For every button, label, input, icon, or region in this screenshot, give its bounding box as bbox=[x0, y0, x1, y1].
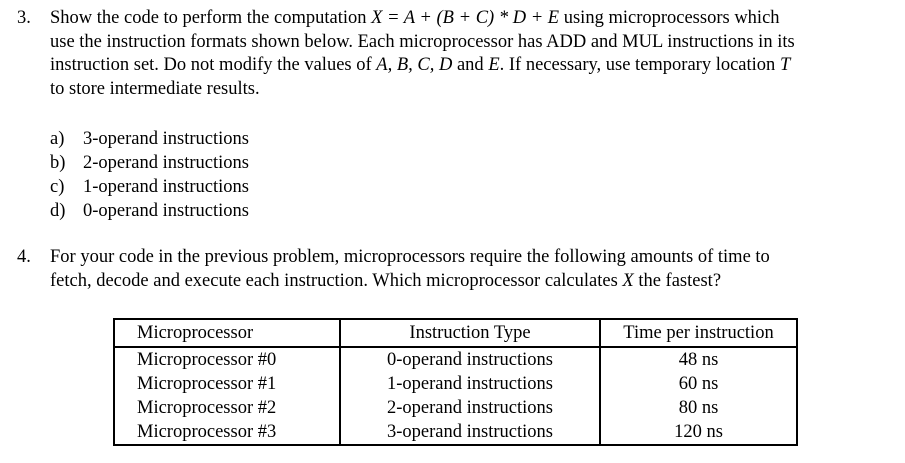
statement-text: Show the code to perform the computation bbox=[50, 8, 372, 28]
problem-number: 3. bbox=[17, 8, 31, 28]
problem-statement bbox=[50, 7, 900, 101]
cell-time: 48 ns bbox=[600, 347, 797, 372]
subpart-item bbox=[50, 151, 249, 175]
statement-text: the fastest? bbox=[633, 270, 722, 291]
statement-line-3 bbox=[50, 54, 900, 78]
variable-x: X bbox=[622, 270, 634, 291]
expression: X = A + (B + C) * D + E bbox=[371, 8, 560, 28]
statement-line-1 bbox=[50, 7, 900, 31]
statement-line-4: to store intermediate results. bbox=[50, 78, 260, 99]
statement-text: . If necessary, use temporary location bbox=[499, 55, 780, 75]
cell-microprocessor: Microprocessor #1 bbox=[114, 372, 340, 396]
subpart-text: 2-operand instructions bbox=[83, 153, 249, 173]
subpart-text: 3-operand instructions bbox=[83, 129, 249, 149]
variable-list: A, B, C, D bbox=[376, 55, 453, 75]
header-instruction-type: Instruction Type bbox=[340, 319, 600, 347]
statement-line-2: use the instruction formats shown below. Each microprocessor has ADD and MUL instructions in its bbox=[50, 31, 795, 52]
subpart-item bbox=[50, 199, 249, 223]
statement-text: and bbox=[452, 55, 489, 75]
subpart-letter: a) bbox=[50, 129, 65, 149]
subpart-letter: b) bbox=[50, 153, 66, 173]
table-row bbox=[114, 396, 797, 420]
statement-text: instruction set. Do not modify the values of bbox=[50, 55, 377, 75]
header-row bbox=[114, 319, 797, 347]
statement-text: fetch, decode and execute each instruction. Which microprocessor calculates bbox=[50, 270, 623, 291]
subpart-list bbox=[50, 127, 249, 223]
variable-t: T bbox=[779, 55, 791, 75]
header-microprocessor: Microprocessor bbox=[114, 319, 340, 347]
cell-microprocessor: Microprocessor #3 bbox=[114, 420, 340, 445]
statement-line-1: For your code in the previous problem, microprocessors require the following amounts of time to bbox=[50, 247, 770, 267]
statement-line-2 bbox=[50, 270, 900, 294]
problem-number: 4. bbox=[17, 247, 31, 267]
cell-microprocessor: Microprocessor #0 bbox=[114, 347, 340, 372]
timing-table bbox=[113, 318, 798, 446]
cell-time: 80 ns bbox=[600, 396, 797, 420]
table-row bbox=[114, 420, 797, 445]
cell-instruction-type: 3-operand instructions bbox=[340, 420, 600, 445]
variable-e: E bbox=[488, 55, 500, 75]
table-header bbox=[114, 319, 797, 347]
cell-microprocessor: Microprocessor #2 bbox=[114, 396, 340, 420]
subpart-letter: d) bbox=[50, 201, 66, 221]
problem-statement bbox=[50, 246, 900, 293]
subpart-text: 0-operand instructions bbox=[83, 201, 249, 221]
header-time-per-instruction: Time per instruction bbox=[600, 319, 797, 347]
statement-text: using microprocessors which bbox=[559, 8, 780, 28]
cell-instruction-type: 2-operand instructions bbox=[340, 396, 600, 420]
cell-time: 60 ns bbox=[600, 372, 797, 396]
table-body bbox=[114, 347, 797, 445]
subpart-letter: c) bbox=[50, 177, 65, 197]
subpart-text: 1-operand instructions bbox=[83, 177, 249, 197]
cell-time: 120 ns bbox=[600, 420, 797, 445]
cell-instruction-type: 1-operand instructions bbox=[340, 372, 600, 396]
subpart-item bbox=[50, 175, 249, 199]
cell-instruction-type: 0-operand instructions bbox=[340, 347, 600, 372]
table-row bbox=[114, 372, 797, 396]
table-row bbox=[114, 347, 797, 372]
subpart-item bbox=[50, 127, 249, 151]
